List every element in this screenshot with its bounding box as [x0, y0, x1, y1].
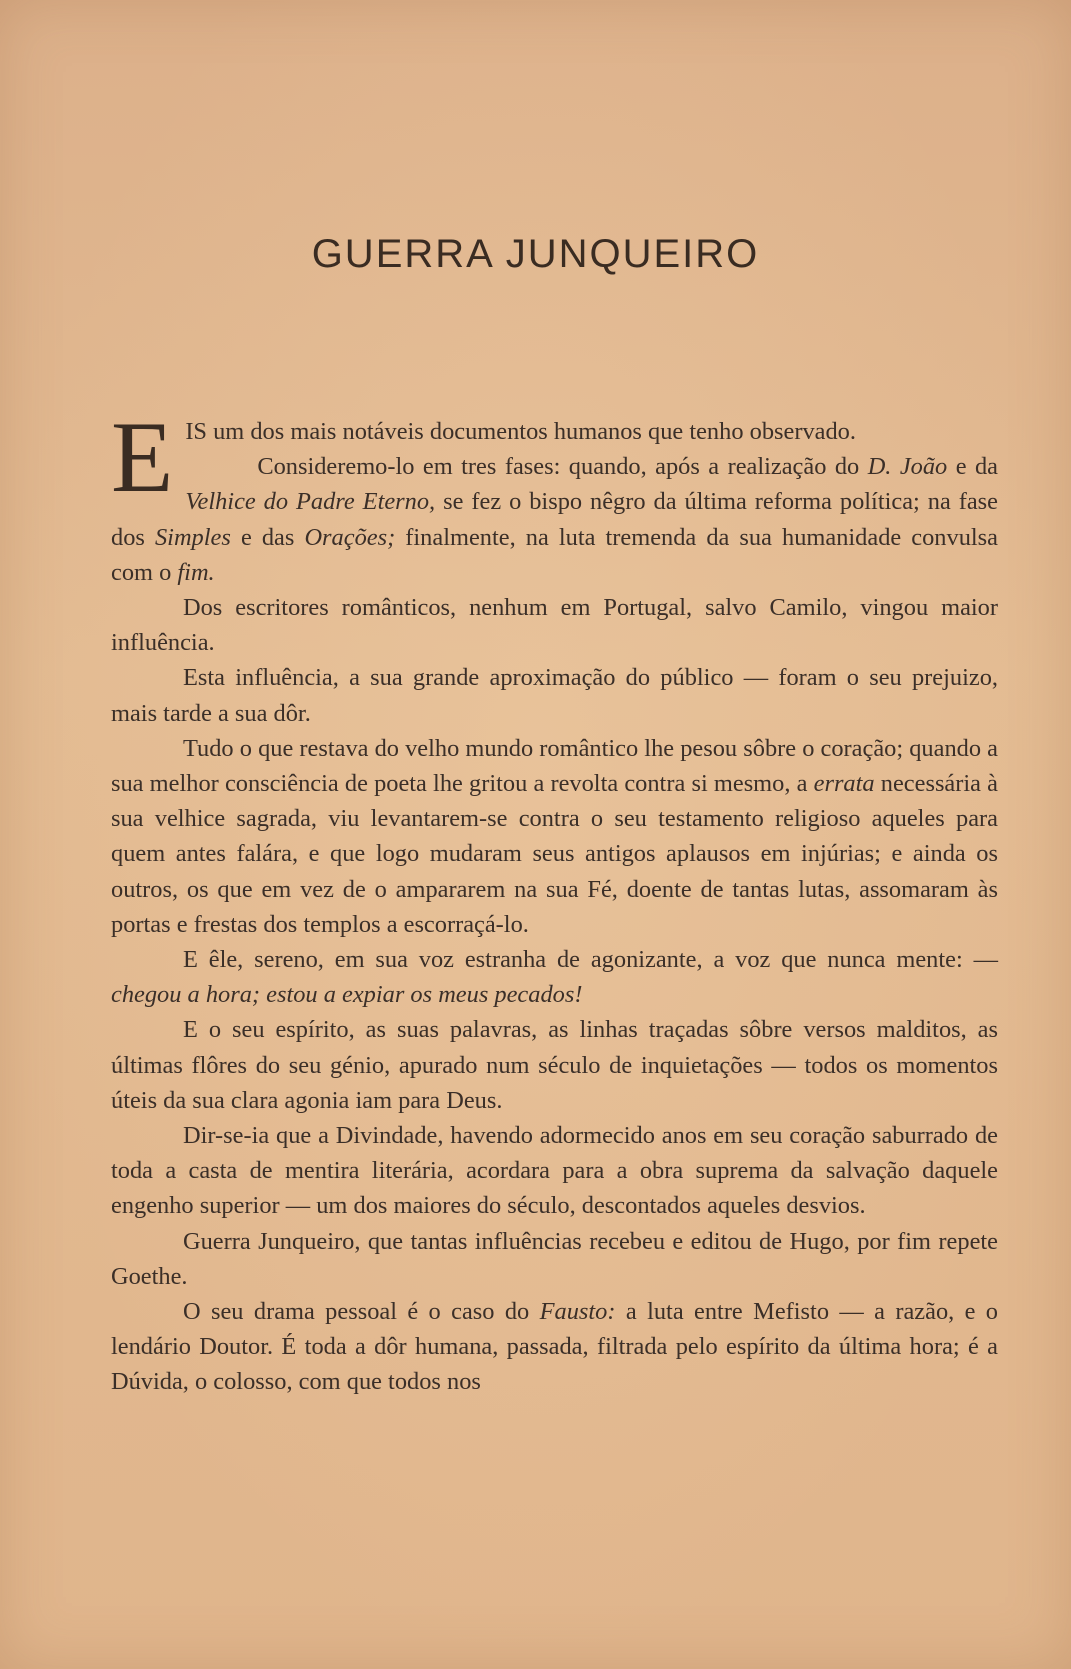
- italic-work-title: Simples: [154, 523, 231, 551]
- italic-word: errata: [813, 770, 875, 798]
- italic-work-title: Fausto:: [539, 1298, 616, 1326]
- text-run: Consideremo-lo em tres fases: quando, após a realização do: [257, 453, 868, 481]
- paragraph-7: E o seu espírito, as suas palavras, as linhas traçadas sôbre versos malditos, as últimas flôres do seu génio, apurado num século de inquietações — todos os momentos úteis da sua clara agonia iam para Deus.: [111, 1016, 998, 1114]
- paragraph-10: [111, 1294, 998, 1400]
- text-run: Tudo o que restava do velho mundo romântico lhe pesou sôbre o coração; quando a sua melhor consciência de poeta lhe gritou a revolta contra si mesmo, a: [111, 734, 998, 798]
- chapter-title: GUERRA JUNQUEIRO: [311, 232, 760, 276]
- paragraph-1-text: IS um dos mais notáveis documentos humanos que tenho observado.: [185, 418, 856, 445]
- paragraph-5: [111, 731, 998, 942]
- paragraph-2: [111, 449, 998, 590]
- text-run: e das: [230, 523, 305, 551]
- paragraph-3: Dos escritores românticos, nenhum em Portugal, salvo Camilo, vingou maior influência.: [111, 594, 998, 657]
- text-run: e da: [947, 453, 999, 481]
- italic-work-title: Velhice do Padre Eterno,: [185, 488, 436, 516]
- text-run: E êle, sereno, em sua voz estranha de agonizante, a voz que nunca mente: —: [183, 946, 998, 974]
- text-run: necessária à sua velhice sagrada, viu levantarem-se contra o seu testamento religioso aqueles para quem antes falára, e que logo mudaram seus antigos aplausos em injúrias; e ainda os outros, os que em vez de o ampararem na sua Fé, doente de tantas lutas, assomaram às portas e frestas dos templos a escorraçá-lo.: [111, 770, 998, 938]
- text-run: O seu drama pessoal é o caso do: [183, 1298, 540, 1326]
- italic-work-title: D. João: [867, 453, 948, 481]
- italic-work-title: Orações;: [304, 523, 396, 551]
- text-run: a luta entre Mefisto — a razão, e o lendário Doutor. É toda a dôr humana, passada, filtrada pelo espírito da última hora; é a Dúvida, o colosso, com que todos nos: [111, 1298, 999, 1396]
- paragraph-6: [111, 942, 998, 1012]
- text-run: finalmente, na luta tremenda da sua humanidade convulsa com o: [111, 523, 998, 586]
- paragraph-4: Esta influência, a sua grande aproximação do público — foram o seu prejuizo, mais tarde a sua dôr.: [111, 664, 998, 727]
- paragraph-8: Dir-se-ia que a Divindade, havendo adormecido anos em seu coração saburrado de toda a casta de mentira literária, acordara para a obra suprema da salvação daquele engenho superior — um dos maiores do século, descontados aqueles desvios.: [111, 1122, 998, 1220]
- drop-cap: E: [111, 401, 174, 514]
- paragraph-9: Guerra Junqueiro, que tantas influências recebeu e editou de Hugo, por fim repete Goethe.: [111, 1227, 998, 1290]
- text-run: se fez o bispo nêgro da última reforma política; na fase dos: [111, 488, 998, 551]
- italic-quote: chegou a hora; estou a expiar os meus pecados!: [111, 981, 583, 1009]
- body-text: [111, 401, 999, 1400]
- italic-word: fim.: [177, 558, 215, 586]
